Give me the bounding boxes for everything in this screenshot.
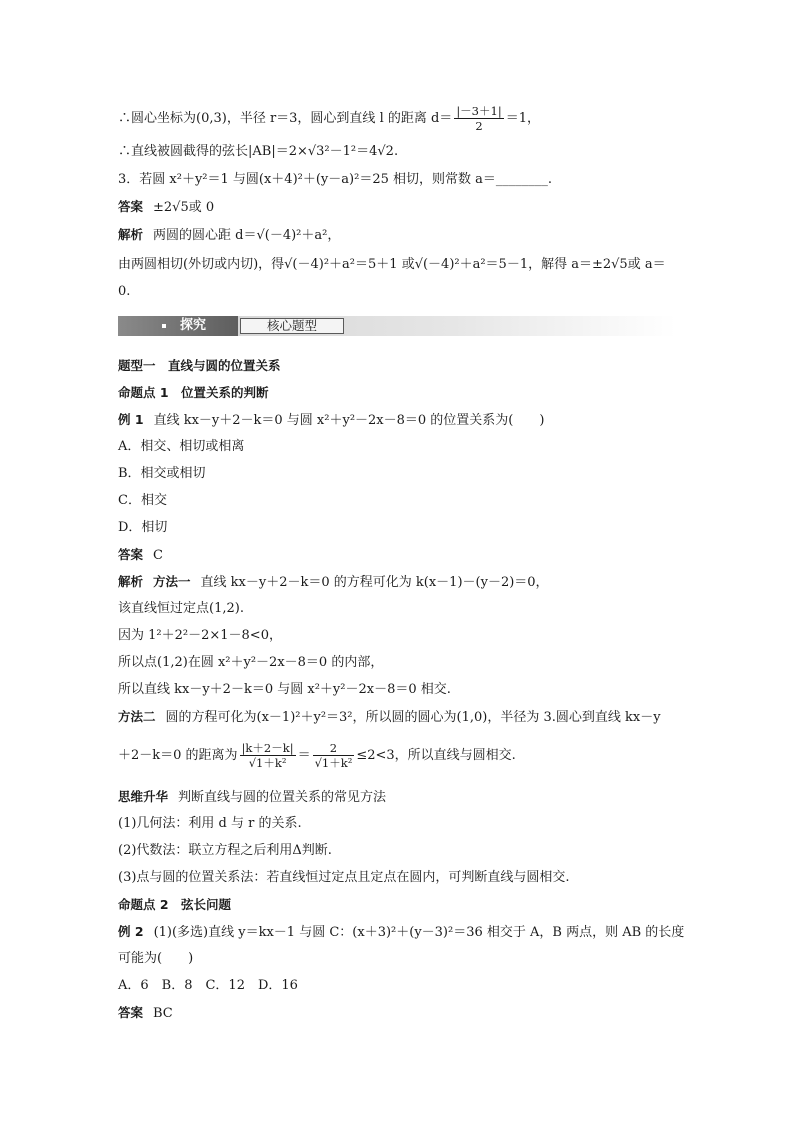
answer-label: 答案 [118,199,144,214]
example-2-line-2: 可能为( ) [118,951,194,966]
distance-fraction-1 [240,741,296,770]
distance-fraction [454,104,503,133]
thinking-item-3: (3)点与圆的位置关系法：若直线恒过定点且定点在圆内，可判断直线与圆相交. [118,870,570,885]
method-1-text: 直线 kx－y＋2－k＝0 的方程可化为 k(x－1)－(y－2)＝0， [200,575,549,590]
section-box-label: 核心题型 [240,318,344,334]
method-1-line-1 [118,573,676,592]
option-d: D．相切 [118,520,168,535]
method-1-line-2: 该直线恒过定点(1,2). [118,601,244,616]
example-2-label: 例 2 [118,924,144,939]
method-1-line-4: 所以点(1,2)在圆 x²＋y²－2x－8＝0 的内部， [118,655,384,670]
fraction-denominator: √1＋k² [248,756,287,770]
type-1-title: 题型一 直线与圆的位置关系 [118,358,281,373]
solution-line-2: ∴直线被圆截得的弦长|AB|＝2×√3²－1²＝4√2. [118,144,399,159]
method-1-label: 方法一 [153,574,191,589]
thinking-label: 思维升华 [118,789,169,804]
thinking-item-1: (1)几何法：利用 d 与 r 的关系. [118,816,302,831]
example-1-label: 例 1 [118,412,144,427]
method-1-line-5: 所以直线 kx－y＋2－k＝0 与圆 x²＋y²－2x－8＝0 相交. [118,682,451,697]
q3-analysis-line-1 [118,226,676,245]
analysis-label: 解析 [118,574,144,589]
answer-label: 答案 [118,547,144,562]
section-dark-tab [118,316,238,336]
section-dark-label: 探究 [180,318,207,333]
method-2-text: 圆的方程可化为(x－1)²＋y²＝3²，所以圆的圆心为(1,0)，半径为 3.圆心到直线 kx－y [165,710,661,725]
method-2-line-2-suffix: ≤2<3，所以直线与圆相交. [356,748,516,763]
proposition-point-2: 命题点 2 弦长问题 [118,897,232,912]
solution-line-1-suffix: ＝1， [505,111,540,126]
method-1-line-3: 因为 1²＋2²－2×1－8<0， [118,628,282,643]
fraction-denominator: 2 [475,119,483,133]
q3-answer [118,198,676,217]
solution-line-1 [118,104,676,133]
fraction-numerator: 2 [313,741,355,756]
q3-analysis-line-3: 0. [118,284,131,299]
q3-analysis-line-2: 由两圆相切(外切或内切)，得√(－4)²＋a²＝5＋1 或√(－4)²＋a²＝5－1，解得 a＝±2√5或 a＝ [118,257,666,272]
option-c: C．相交 [118,493,167,508]
equals-sign: ＝ [297,748,311,763]
fraction-numerator: |k＋2－k| [241,741,294,755]
example-2-answer [118,1004,676,1023]
solution-line-1-prefix: ∴圆心坐标为(0,3)，半径 r＝3，圆心到直线 l 的距离 d＝ [118,111,453,126]
example-2-line-1 [118,923,685,942]
analysis-label: 解析 [118,227,144,242]
method-2-line-1 [118,708,676,727]
thinking-summary-heading [118,788,676,807]
proposition-point-1: 命题点 1 位置关系的判断 [118,385,269,400]
answer-value: ±2√5或 0 [153,200,215,215]
option-a: A．相交、相切或相离 [118,439,245,454]
question-3: 3．若圆 x²＋y²＝1 与圆(x＋4)²＋(y－a)²＝25 相切，则常数 a＝________. [118,172,553,187]
method-2-label: 方法二 [118,709,156,724]
example-1 [118,411,676,430]
thinking-title: 判断直线与圆的位置关系的常见方法 [178,790,387,805]
option-b: B．相交或相切 [118,466,206,481]
analysis-text: 两圆的圆心距 d＝√(－4)²＋a²， [153,228,341,243]
square-bullet-icon [162,324,166,328]
example-1-text: 直线 kx－y＋2－k＝0 与圆 x²＋y²－2x－8＝0 的位置关系为( ) [153,413,545,428]
distance-fraction-2 [313,741,355,770]
section-header-bar [118,316,676,336]
answer-value: C [153,548,163,563]
fraction-denominator: √1＋k² [314,756,353,770]
method-2-line-2-prefix: ＋2－k＝0 的距离为 [118,748,238,763]
answer-value: BC [153,1006,173,1021]
method-2-line-2 [118,741,676,770]
answer-label: 答案 [118,1005,144,1020]
example-2-text: (1)(多选)直线 y＝kx－1 与圆 C：(x＋3)²＋(y－3)²＝36 相交于 A，B 两点，则 AB 的长度 [153,925,685,940]
example-2-options: A．6 B．8 C．12 D．16 [118,978,298,993]
thinking-item-2: (2)代数法：联立方程之后利用Δ判断. [118,843,332,858]
fraction-numerator: |－3＋1| [456,104,502,118]
example-1-answer [118,546,676,565]
